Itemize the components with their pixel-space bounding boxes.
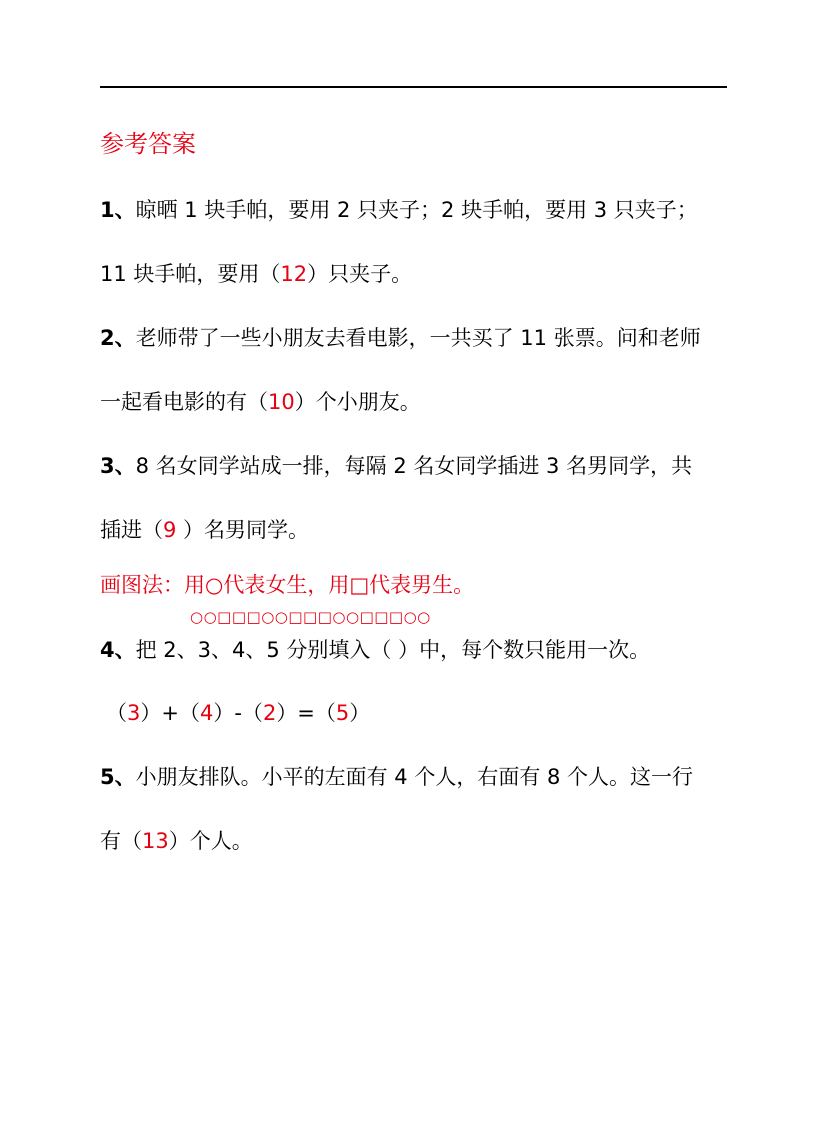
q4-eq-open: （ [106,701,127,725]
q2-line2-post: ）个小朋友。 [294,390,421,414]
q1-line2-pre: 11 块手帕，要用（ [100,262,281,286]
q4-answer-3: 2 [262,701,277,725]
q5-text: 小朋友排队。小平的左面有 4 个人，右面有 8 个人。这一行 [135,765,694,789]
q2-number: 2、 [100,326,136,350]
q4-eq-equals: ）=（ [276,701,336,725]
q1-line2 [100,264,412,285]
q1-text: 晾晒 1 块手帕，要用 2 只夹子；2 块手帕，要用 3 只夹子； [135,198,698,222]
q3-drawing-method: 画图法：用○代表女生，用□代表男生。 [100,573,475,597]
q4-eq-plus: ）+（ [140,701,200,725]
q4-line1 [100,640,650,661]
q2-answer: 10 [268,390,295,414]
q3-number: 3、 [100,454,136,478]
q2-text: 老师带了一些小朋友去看电影，一共买了 11 张票。问和老师 [135,326,701,350]
answer-key-title: 参考答案 [100,130,196,158]
q4-eq-close: ） [349,701,371,725]
q5-line1 [100,767,693,788]
q2-line2 [100,392,421,413]
q3-answer: 9 [163,518,184,542]
q4-answer-2: 4 [199,701,214,725]
q5-answer: 13 [142,829,169,853]
q4-answer-4: 5 [335,701,350,725]
q3-text: 8 名女同学站成一排，每隔 2 名女同学插进 3 名男同学，共 [135,454,693,478]
q2-line2-pre: 一起看电影的有（ [100,390,268,414]
q1-line2-post: ）只夹子。 [307,262,413,286]
q5-line2-pre: 有（ [100,829,142,853]
q4-answer-1: 3 [127,701,141,725]
q3-line2-pre: 插进（ [100,518,163,542]
q2-line1 [100,328,701,349]
q3-shape-sequence: ○○□□□○○□□□○○□□□○○ [190,608,431,626]
q4-number: 4、 [100,638,136,662]
q3-line2 [100,520,309,541]
q5-line2-post: ）个人。 [168,829,253,853]
q1-answer: 12 [280,262,308,286]
q5-line2 [100,831,253,852]
q5-number: 5、 [100,765,136,789]
header-rule [100,86,727,88]
q1-number: 1、 [100,198,136,222]
q4-eq-minus: ）-（ [213,701,263,725]
q3-line2-post: ）名男同学。 [183,518,310,542]
q4-text: 把 2、3、4、5 分别填入（ ）中，每个数只能用一次。 [135,638,651,662]
q4-equation [106,703,370,724]
q3-line1 [100,456,692,477]
q1-line1 [100,200,698,221]
